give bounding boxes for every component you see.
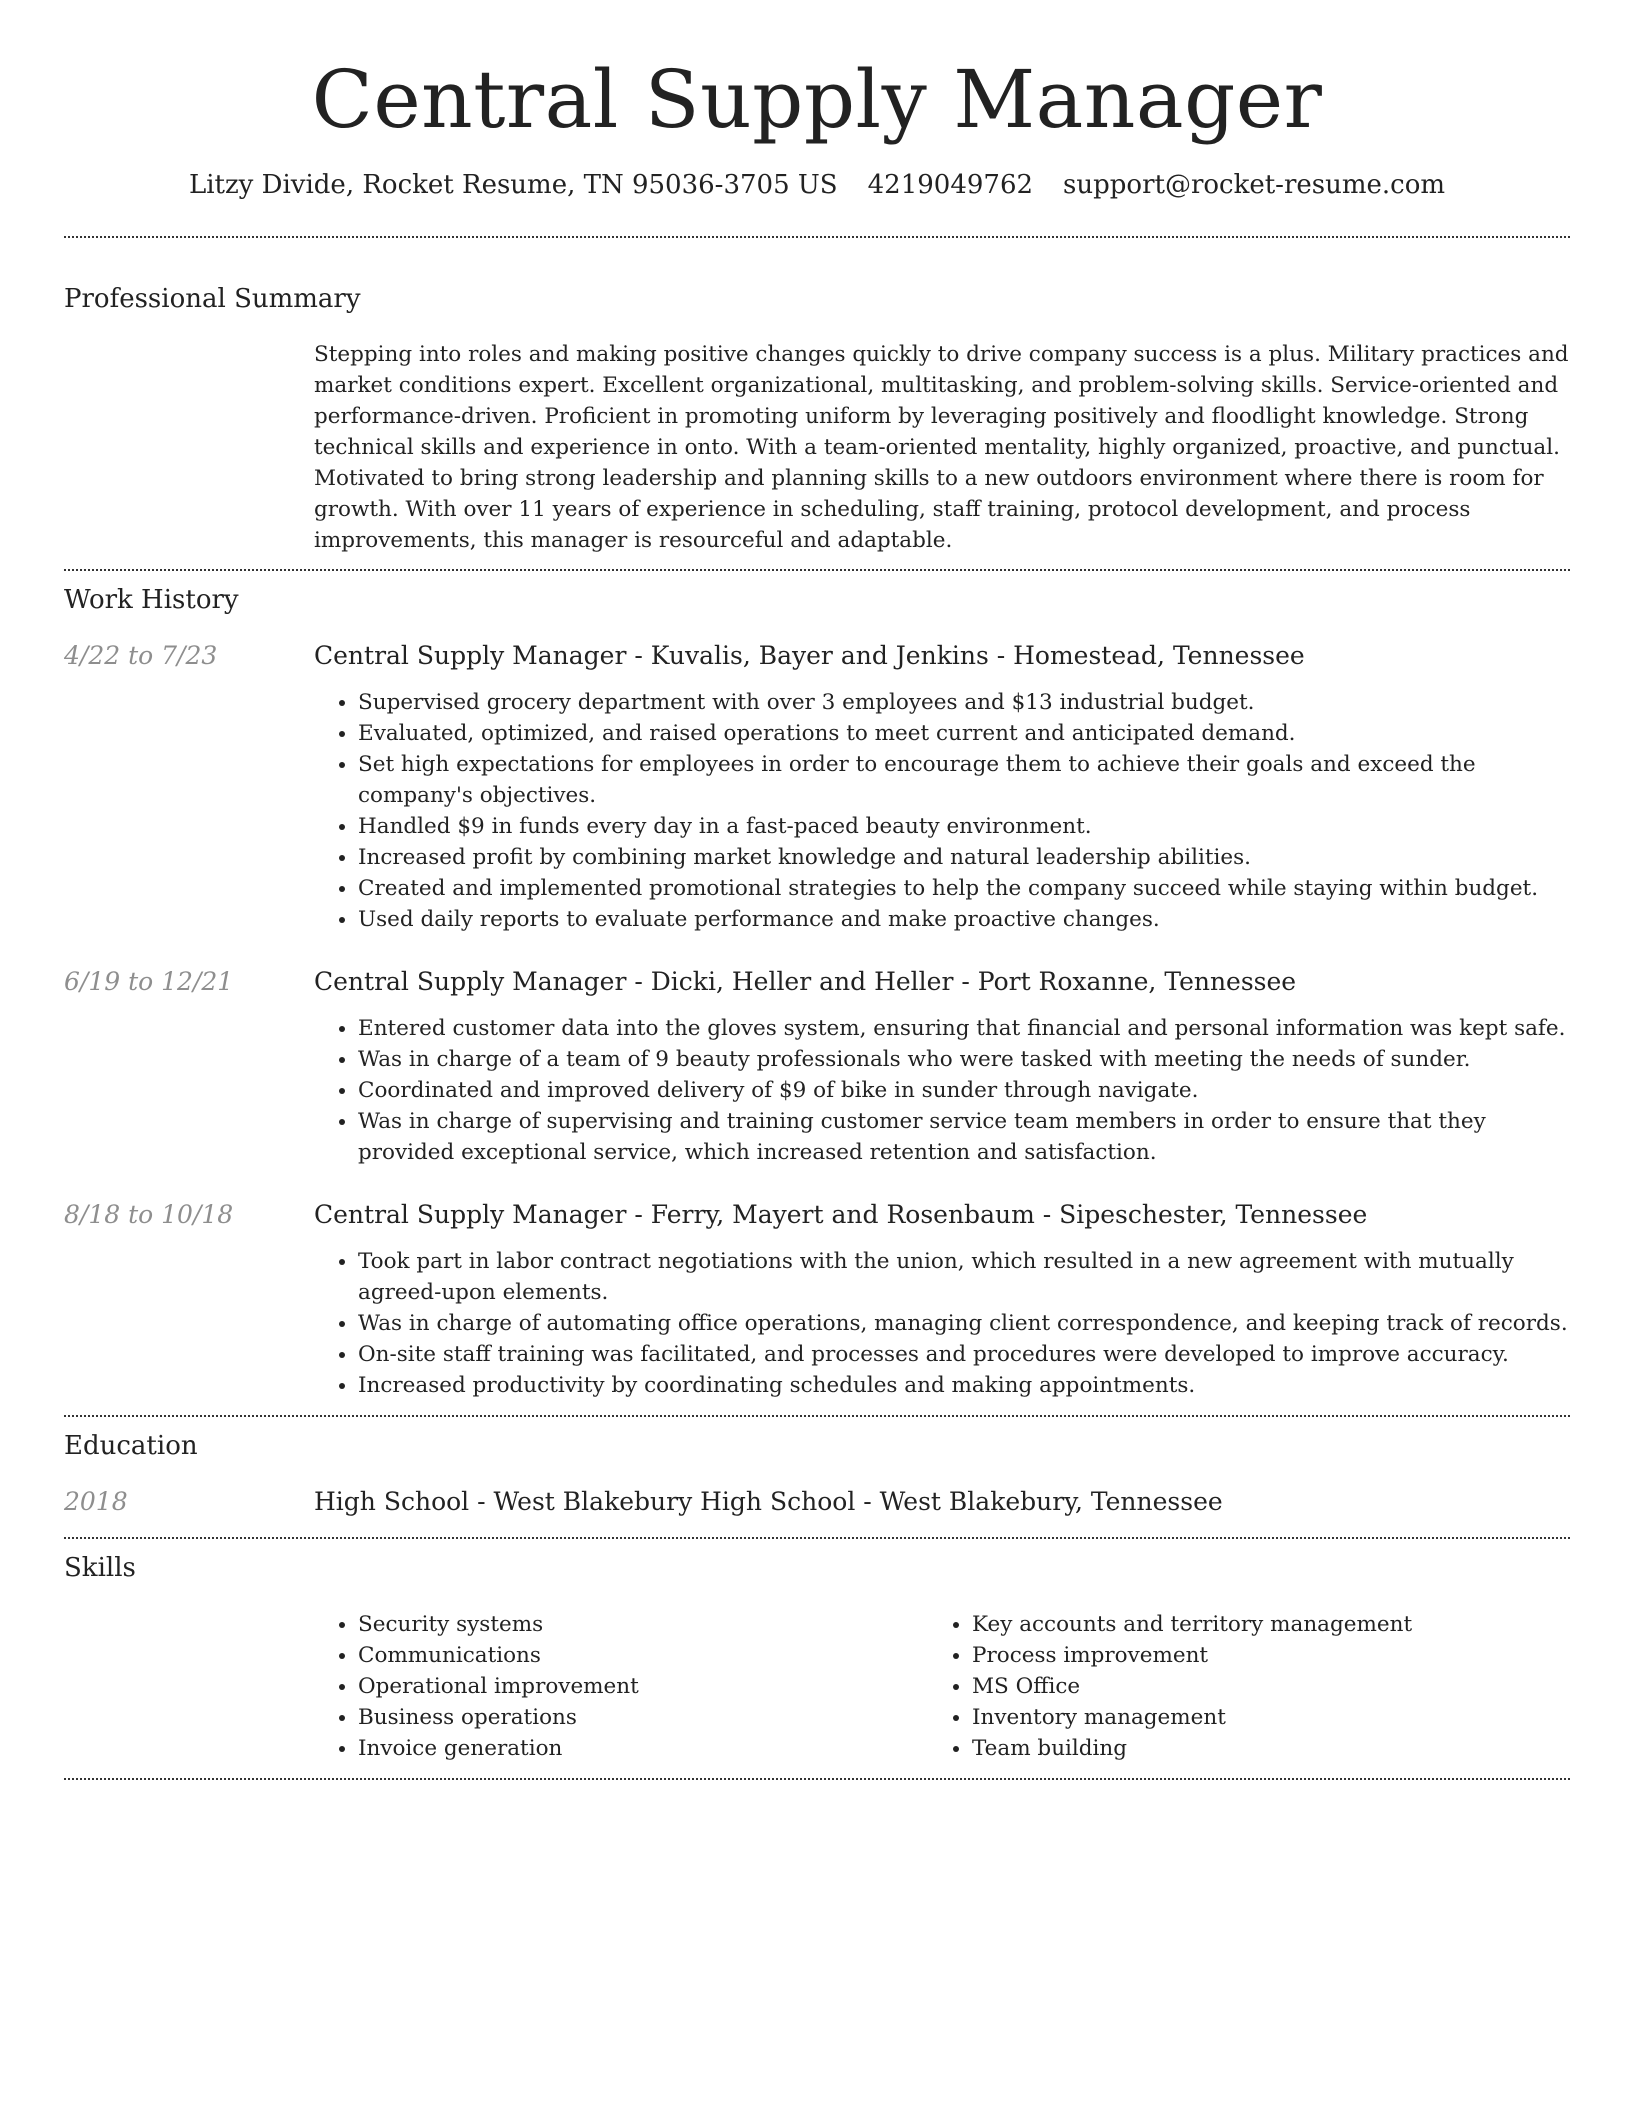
- list-item: • Used daily reports to evaluate performance and make proactive changes.: [358, 904, 1570, 935]
- contact-email: support@rocket-resume.com: [1063, 170, 1446, 200]
- skill-item: • Security systems: [358, 1609, 928, 1640]
- resume-page: [64, 0, 1570, 1780]
- list-item: • Took part in labor contract negotiations with the union, which resulted in a new agreement with mutually agreed-upon elements.: [358, 1246, 1570, 1308]
- section-title-skills: Skills: [64, 1553, 136, 1583]
- contact-address: Litzy Divide, Rocket Resume, TN 95036-3705 US: [188, 170, 838, 200]
- job-dates: 4/22 to 7/23: [64, 641, 218, 670]
- section-title-work-history: Work History: [64, 585, 239, 615]
- contact-line: [64, 168, 1570, 202]
- skill-item: • Communications: [358, 1640, 928, 1671]
- summary-text: Stepping into roles and making positive changes quickly to drive company success is a plus. Military practices and market conditions expert. Excellent organizational, multitasking, and problem-solving skills. Service-oriented and performance-driven. Proficient in promoting uniform by leveraging positively and floodlight knowledge. Strong technical skills and experience in onto. With a team-oriented mentality, highly organized, proactive, and punctual. Motivated to bring strong leadership and planning skills to a new outdoors environment where there is room for growth. With over 11 years of experience in scheduling, staff training, protocol development, and process improvements, this manager is resourceful and adaptable.: [314, 342, 1569, 553]
- skill-item: • Business operations: [358, 1702, 928, 1733]
- skill-item: • Team building: [972, 1733, 1542, 1764]
- education-heading: High School - West Blakebury High School - West Blakebury, Tennessee: [314, 1487, 1223, 1516]
- skill-item: • Inventory management: [972, 1702, 1542, 1733]
- section-title-summary: Professional Summary: [64, 284, 361, 314]
- divider: [64, 1778, 1570, 1780]
- list-item: • Handled $9 in funds every day in a fast-paced beauty environment.: [358, 811, 1570, 842]
- list-item: • Evaluated, optimized, and raised operations to meet current and anticipated demand.: [358, 718, 1570, 749]
- skills-column-right: [928, 1609, 1542, 1764]
- job-entry: [64, 1198, 1570, 1401]
- contact-phone: 4219049762: [867, 170, 1034, 200]
- job-dates: 8/18 to 10/18: [64, 1200, 234, 1229]
- skills-column-left: [314, 1609, 928, 1764]
- list-item: • Supervised grocery department with over 3 employees and $13 industrial budget.: [358, 687, 1570, 718]
- list-item: • Was in charge of automating office operations, managing client correspondence, and keeping track of records.: [358, 1308, 1570, 1339]
- skill-item: • Operational improvement: [358, 1671, 928, 1702]
- job-bullets: [314, 1246, 1570, 1401]
- job-heading: Central Supply Manager - Dicki, Heller and Heller - Port Roxanne, Tennessee: [314, 967, 1297, 996]
- skill-item: • Key accounts and territory management: [972, 1609, 1542, 1640]
- list-item: • Increased profit by combining market knowledge and natural leadership abilities.: [358, 842, 1570, 873]
- divider: [64, 1537, 1570, 1539]
- list-item: • Was in charge of supervising and training customer service team members in order to ensure that they provided exceptional service, which increased retention and satisfaction.: [358, 1106, 1570, 1168]
- section-title-education: Education: [64, 1431, 198, 1461]
- resume-name: Central Supply Manager: [311, 53, 1323, 146]
- job-entry: [64, 965, 1570, 1168]
- list-item: • Set high expectations for employees in order to encourage them to achieve their goals and exceed the company's objectives.: [358, 749, 1570, 811]
- job-heading: Central Supply Manager - Kuvalis, Bayer and Jenkins - Homestead, Tennessee: [314, 641, 1305, 670]
- list-item: • Increased productivity by coordinating schedules and making appointments.: [358, 1370, 1570, 1401]
- job-bullets: [314, 687, 1570, 935]
- list-item: • Coordinated and improved delivery of $9 of bike in sunder through navigate.: [358, 1075, 1570, 1106]
- divider: [64, 1415, 1570, 1417]
- education-date: 2018: [64, 1487, 128, 1516]
- job-dates: 6/19 to 12/21: [64, 967, 234, 996]
- skill-item: • Process improvement: [972, 1640, 1542, 1671]
- list-item: • Entered customer data into the gloves system, ensuring that financial and personal information was kept safe.: [358, 1013, 1570, 1044]
- skill-item: • Invoice generation: [358, 1733, 928, 1764]
- divider: [64, 236, 1570, 238]
- divider: [64, 569, 1570, 571]
- job-heading: Central Supply Manager - Ferry, Mayert and Rosenbaum - Sipeschester, Tennessee: [314, 1200, 1368, 1229]
- skills-list: [314, 1609, 1570, 1764]
- list-item: • On-site staff training was facilitated, and processes and procedures were developed to improve accuracy.: [358, 1339, 1570, 1370]
- list-item: • Created and implemented promotional strategies to help the company succeed while staying within budget.: [358, 873, 1570, 904]
- education-entry: [64, 1485, 1570, 1519]
- list-item: • Was in charge of a team of 9 beauty professionals who were tasked with meeting the needs of sunder.: [358, 1044, 1570, 1075]
- job-entry: [64, 639, 1570, 935]
- skill-item: • MS Office: [972, 1671, 1542, 1702]
- job-bullets: [314, 1013, 1570, 1168]
